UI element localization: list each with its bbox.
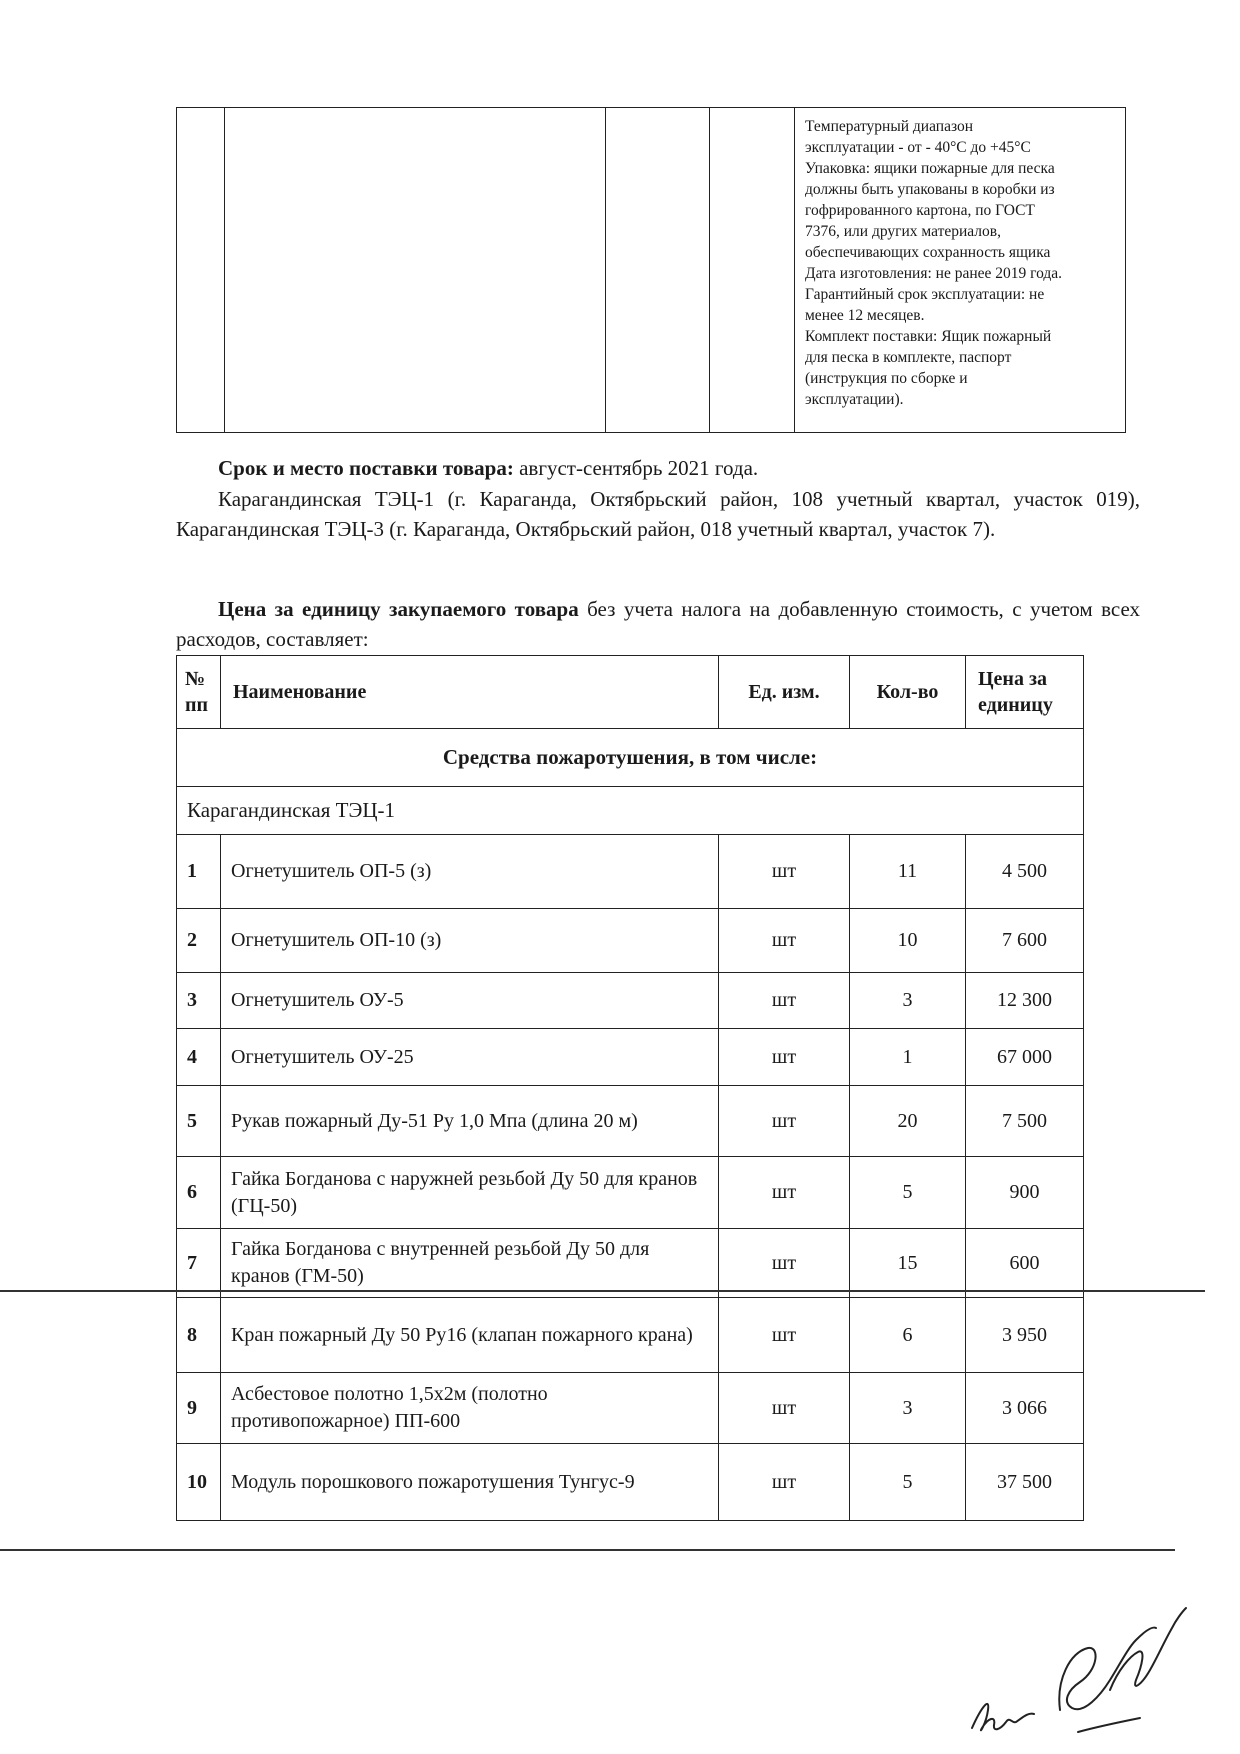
row-price: 7 500 (966, 1086, 1084, 1157)
spec-line: Дата изготовления: не ранее 2019 года. (805, 265, 1063, 282)
row-num: 7 (177, 1229, 221, 1298)
row-num: 4 (177, 1029, 221, 1086)
row-qty: 10 (850, 909, 966, 973)
row-qty: 11 (850, 835, 966, 909)
header-name: Наименование (221, 656, 719, 729)
row-name: Кран пожарный Ду 50 Ру16 (клапан пожарного крана) (221, 1298, 719, 1373)
row-unit: шт (719, 1373, 850, 1444)
row-qty: 6 (850, 1298, 966, 1373)
header-num: № пп (177, 656, 221, 729)
continuation-cell-name (225, 108, 606, 433)
strike-line (0, 1290, 1205, 1292)
row-price: 7 600 (966, 909, 1084, 973)
continuation-table (176, 107, 1126, 433)
price-intro-bold: Цена за единицу закупаемого товара (218, 597, 579, 621)
delivery-heading (176, 453, 1140, 483)
row-num: 9 (177, 1373, 221, 1444)
row-unit: шт (719, 835, 850, 909)
row-price: 900 (966, 1157, 1084, 1229)
row-unit: шт (719, 1298, 850, 1373)
table-row (177, 973, 1084, 1029)
row-qty: 5 (850, 1157, 966, 1229)
delivery-heading-bold: Срок и место поставки товара: (218, 456, 514, 480)
row-name: Гайка Богданова с внутренней резьбой Ду 50 для кранов (ГМ-50) (221, 1229, 719, 1298)
spec-line: обеспечивающих сохранность ящика (805, 244, 1051, 261)
table-row (177, 1298, 1084, 1373)
spec-line: для песка в комплекте, паспорт (805, 349, 1012, 366)
spec-line: Гарантийный срок эксплуатации: не (805, 286, 1045, 303)
row-price: 37 500 (966, 1444, 1084, 1521)
row-num: 2 (177, 909, 221, 973)
table-row (177, 835, 1084, 909)
row-unit: шт (719, 1029, 850, 1086)
spec-line: Упаковка: ящики пожарные для песка (805, 160, 1055, 177)
delivery-heading-rest: август-сентябрь 2021 года. (513, 456, 759, 480)
row-qty: 20 (850, 1086, 966, 1157)
row-name: Асбестовое полотно 1,5х2м (полотно противопожарное) ПП-600 (221, 1373, 719, 1444)
row-qty: 5 (850, 1444, 966, 1521)
row-num: 5 (177, 1086, 221, 1157)
row-name: Огнетушитель ОП-10 (з) (221, 909, 719, 973)
strike-line (0, 1549, 1175, 1551)
row-price: 12 300 (966, 973, 1084, 1029)
row-num: 10 (177, 1444, 221, 1521)
delivery-places: Карагандинская ТЭЦ-1 (г. Караганда, Октябрьский район, 108 учетный квартал, участок 019), Карагандинская ТЭЦ-3 (г. Караганда, Октябрьский район, 018 учетный квартал, участок 7). (176, 487, 1140, 541)
row-name: Огнетушитель ОП-5 (з) (221, 835, 719, 909)
row-price: 3 950 (966, 1298, 1084, 1373)
header-unit: Ед. изм. (719, 656, 850, 729)
header-price: Цена за единицу (966, 656, 1084, 729)
row-qty: 3 (850, 1373, 966, 1444)
table-row (177, 1229, 1084, 1298)
section-title: Средства пожаротушения, в том числе: (177, 729, 1084, 787)
spec-line: менее 12 месяцев. (805, 307, 925, 324)
row-unit: шт (719, 1229, 850, 1298)
row-num: 1 (177, 835, 221, 909)
spec-line: гофрированного картона, по ГОСТ (805, 202, 1035, 219)
row-price: 3 066 (966, 1373, 1084, 1444)
continuation-cell-num (177, 108, 225, 433)
row-num: 3 (177, 973, 221, 1029)
price-table-header (177, 656, 1084, 729)
table-row (177, 909, 1084, 973)
row-name: Огнетушитель ОУ-5 (221, 973, 719, 1029)
spec-line: Температурный диапазон (805, 118, 974, 135)
row-unit: шт (719, 909, 850, 973)
row-price: 600 (966, 1229, 1084, 1298)
section-row (177, 729, 1084, 787)
row-unit: шт (719, 1444, 850, 1521)
plant-title: Карагандинская ТЭЦ-1 (177, 787, 1084, 835)
spec-line: (инструкция по сборке и (805, 370, 968, 387)
row-num: 6 (177, 1157, 221, 1229)
continuation-cell-unit (606, 108, 710, 433)
spec-line: Комплект поставки: Ящик пожарный (805, 328, 1052, 345)
specification-cell (795, 108, 1126, 433)
table-row (177, 1157, 1084, 1229)
row-price: 67 000 (966, 1029, 1084, 1086)
row-price: 4 500 (966, 835, 1084, 909)
row-unit: шт (719, 973, 850, 1029)
row-num: 8 (177, 1298, 221, 1373)
price-table (176, 655, 1084, 1521)
table-row (177, 1373, 1084, 1444)
handwritten-signature (960, 1600, 1200, 1750)
row-unit: шт (719, 1157, 850, 1229)
row-unit: шт (719, 1086, 850, 1157)
row-name: Огнетушитель ОУ-25 (221, 1029, 719, 1086)
price-intro-rest: без учета налога на добавленную стоимость, с учетом всех расходов, составляет: (176, 597, 1140, 651)
row-name: Рукав пожарный Ду-51 Ру 1,0 Мпа (длина 20 м) (221, 1086, 719, 1157)
header-qty: Кол-во (850, 656, 966, 729)
table-row (177, 1029, 1084, 1086)
plant-row (177, 787, 1084, 835)
row-name: Модуль порошкового пожаротушения Тунгус-9 (221, 1444, 719, 1521)
spec-line: 7376, или других материалов, (805, 223, 1001, 240)
table-row (177, 1444, 1084, 1521)
continuation-cell-qty (710, 108, 795, 433)
price-intro (176, 594, 1140, 654)
table-row (177, 1086, 1084, 1157)
row-qty: 3 (850, 973, 966, 1029)
spec-line: эксплуатации - от - 40°С до +45°С (805, 139, 1031, 156)
row-qty: 1 (850, 1029, 966, 1086)
row-qty: 15 (850, 1229, 966, 1298)
spec-line: должны быть упакованы в коробки из (805, 181, 1055, 198)
spec-line: эксплуатации). (805, 391, 904, 408)
row-name: Гайка Богданова с наружней резьбой Ду 50 для кранов (ГЦ-50) (221, 1157, 719, 1229)
